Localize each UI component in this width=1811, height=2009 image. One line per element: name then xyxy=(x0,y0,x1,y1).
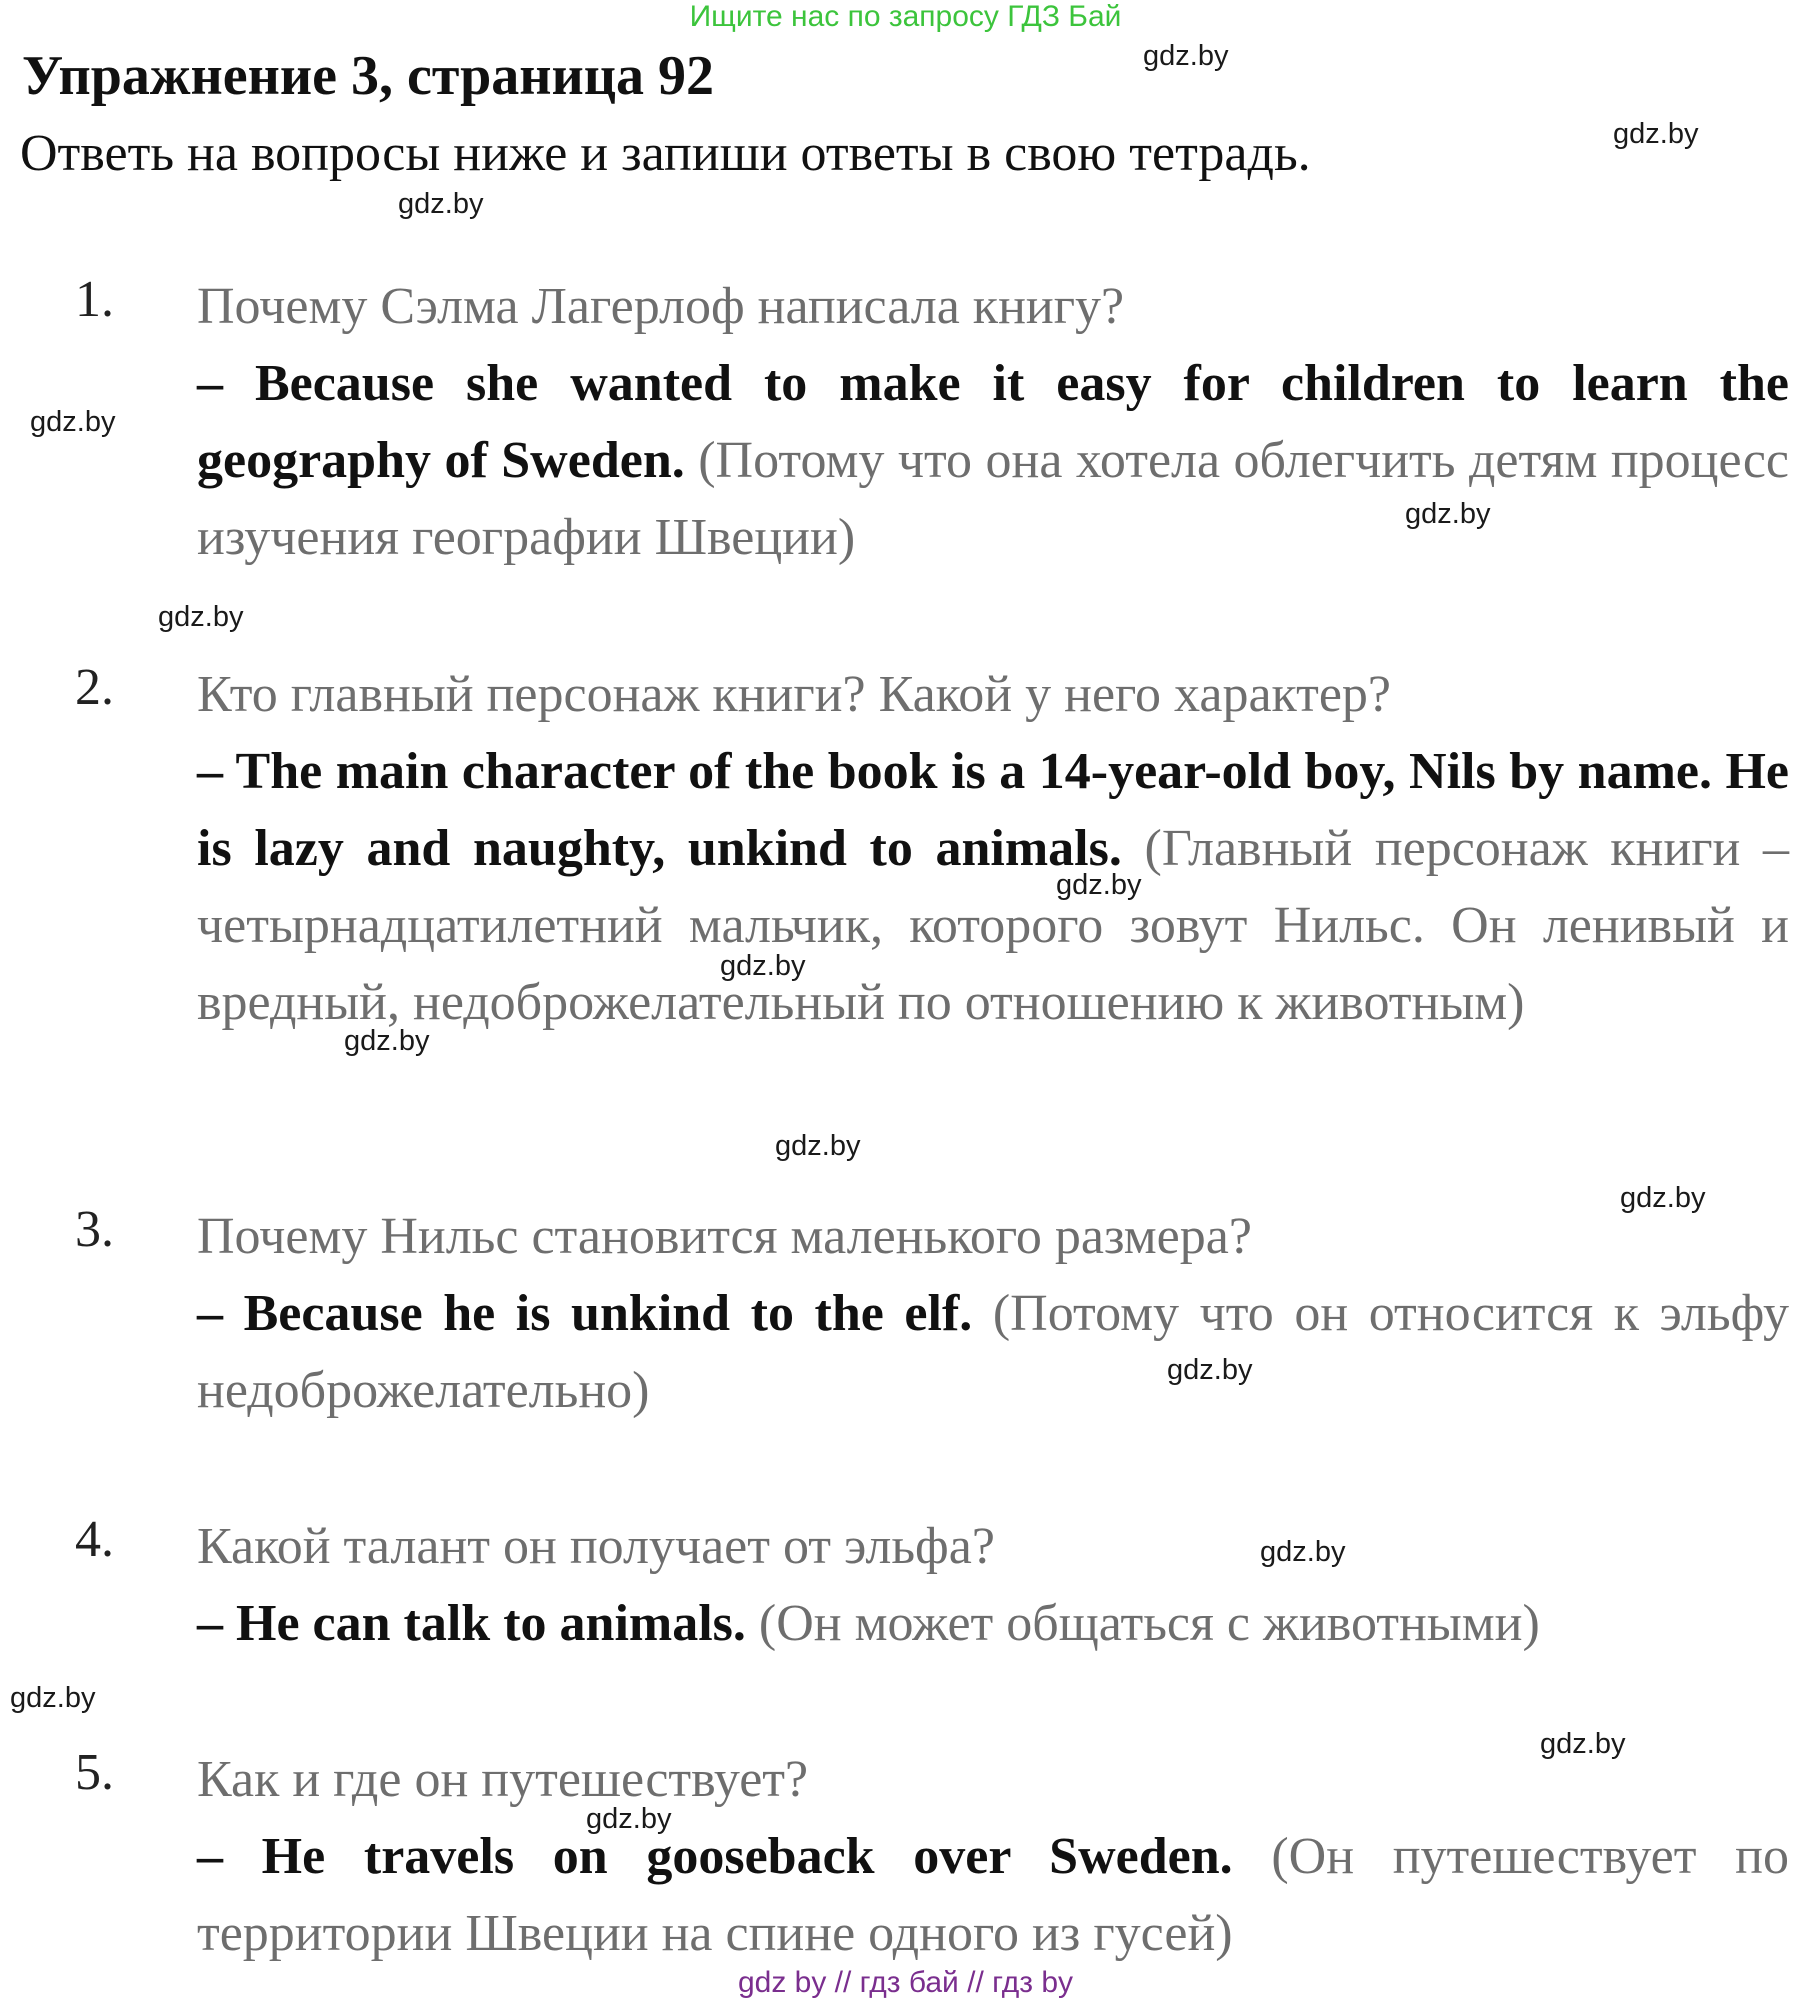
watermark: gdz.by xyxy=(775,1130,861,1162)
watermark: gdz.by xyxy=(344,1025,430,1057)
watermark: gdz.by xyxy=(586,1803,672,1835)
answer-russian: (Он может общаться с животными) xyxy=(758,1595,1540,1652)
watermark: gdz.by xyxy=(1260,1536,1346,1568)
question-block xyxy=(197,1741,1789,1972)
watermark: gdz.by xyxy=(30,406,116,438)
answer-english: – Because he is unkind to the elf. xyxy=(197,1285,973,1342)
answer-text xyxy=(197,733,1789,1041)
answer-text xyxy=(197,1585,1789,1662)
question-block xyxy=(197,656,1789,1041)
watermark: gdz.by xyxy=(720,950,806,982)
instruction-text: Ответь на вопросы ниже и запиши ответы в свою тетрадь. xyxy=(20,125,1311,182)
watermark: gdz.by xyxy=(1613,118,1699,150)
answer-english: – Because she wanted to make it easy for children to learn the geography of Sweden. xyxy=(197,355,1789,489)
question-text: Как и где он путешествует? xyxy=(197,1751,809,1808)
answer-text xyxy=(197,345,1789,576)
watermark: gdz.by xyxy=(1167,1354,1253,1386)
answer-english: – The main character of the book is a 14-year-old boy, Nils by name. He is lazy and naughty, unkind to animals. xyxy=(197,743,1789,877)
item-number: 4. xyxy=(75,1511,114,1568)
question-text: Почему Сэлма Лагерлоф написала книгу? xyxy=(197,278,1125,335)
watermark: gdz.by xyxy=(1540,1728,1626,1760)
question-text: Почему Нильс становится маленького размера? xyxy=(197,1208,1252,1265)
watermark: gdz.by xyxy=(1405,498,1491,530)
answer-text xyxy=(197,1818,1789,1972)
watermark: gdz.by xyxy=(1620,1182,1706,1214)
answer-english: – He travels on gooseback over Sweden. xyxy=(197,1828,1233,1885)
watermark: gdz.by xyxy=(158,601,244,633)
top-banner: Ищите нас по запросу ГДЗ Бай xyxy=(689,0,1122,33)
watermark: gdz.by xyxy=(1056,869,1142,901)
watermark: gdz.by xyxy=(10,1682,96,1714)
question-text: Кто главный персонаж книги? Какой у него характер? xyxy=(197,666,1391,723)
watermark: gdz.by xyxy=(1143,40,1229,72)
question-text: Какой талант он получает от эльфа? xyxy=(197,1518,995,1575)
question-block xyxy=(197,1198,1789,1429)
item-number: 2. xyxy=(75,659,114,716)
watermark: gdz.by xyxy=(398,188,484,220)
answer-russian: (Главный персонаж книги – четырнадцатилетний мальчик, которого зовут Нильс. Он ленивый и вредный, недоброжелательный по отношению к животным) xyxy=(197,820,1790,1031)
page-title: Упражнение 3, страница 92 xyxy=(22,45,715,107)
question-block xyxy=(197,268,1789,576)
answer-russian: (Он путешествует по территории Швеции на спине одного из гусей) xyxy=(197,1828,1789,1962)
question-block xyxy=(197,1508,1789,1662)
answer-russian: (Потому что она хотела облегчить детям процесс изучения географии Швеции) xyxy=(197,432,1790,566)
answer-english: – He can talk to animals. xyxy=(197,1595,746,1652)
item-number: 1. xyxy=(75,271,114,328)
item-number: 3. xyxy=(75,1201,114,1258)
footer-links: gdz by // гдз бай // гдз by xyxy=(737,1966,1074,1999)
answer-russian: (Потому что он относится к эльфу недоброжелательно) xyxy=(197,1285,1789,1419)
answer-text xyxy=(197,1275,1789,1429)
item-number: 5. xyxy=(75,1744,114,1801)
